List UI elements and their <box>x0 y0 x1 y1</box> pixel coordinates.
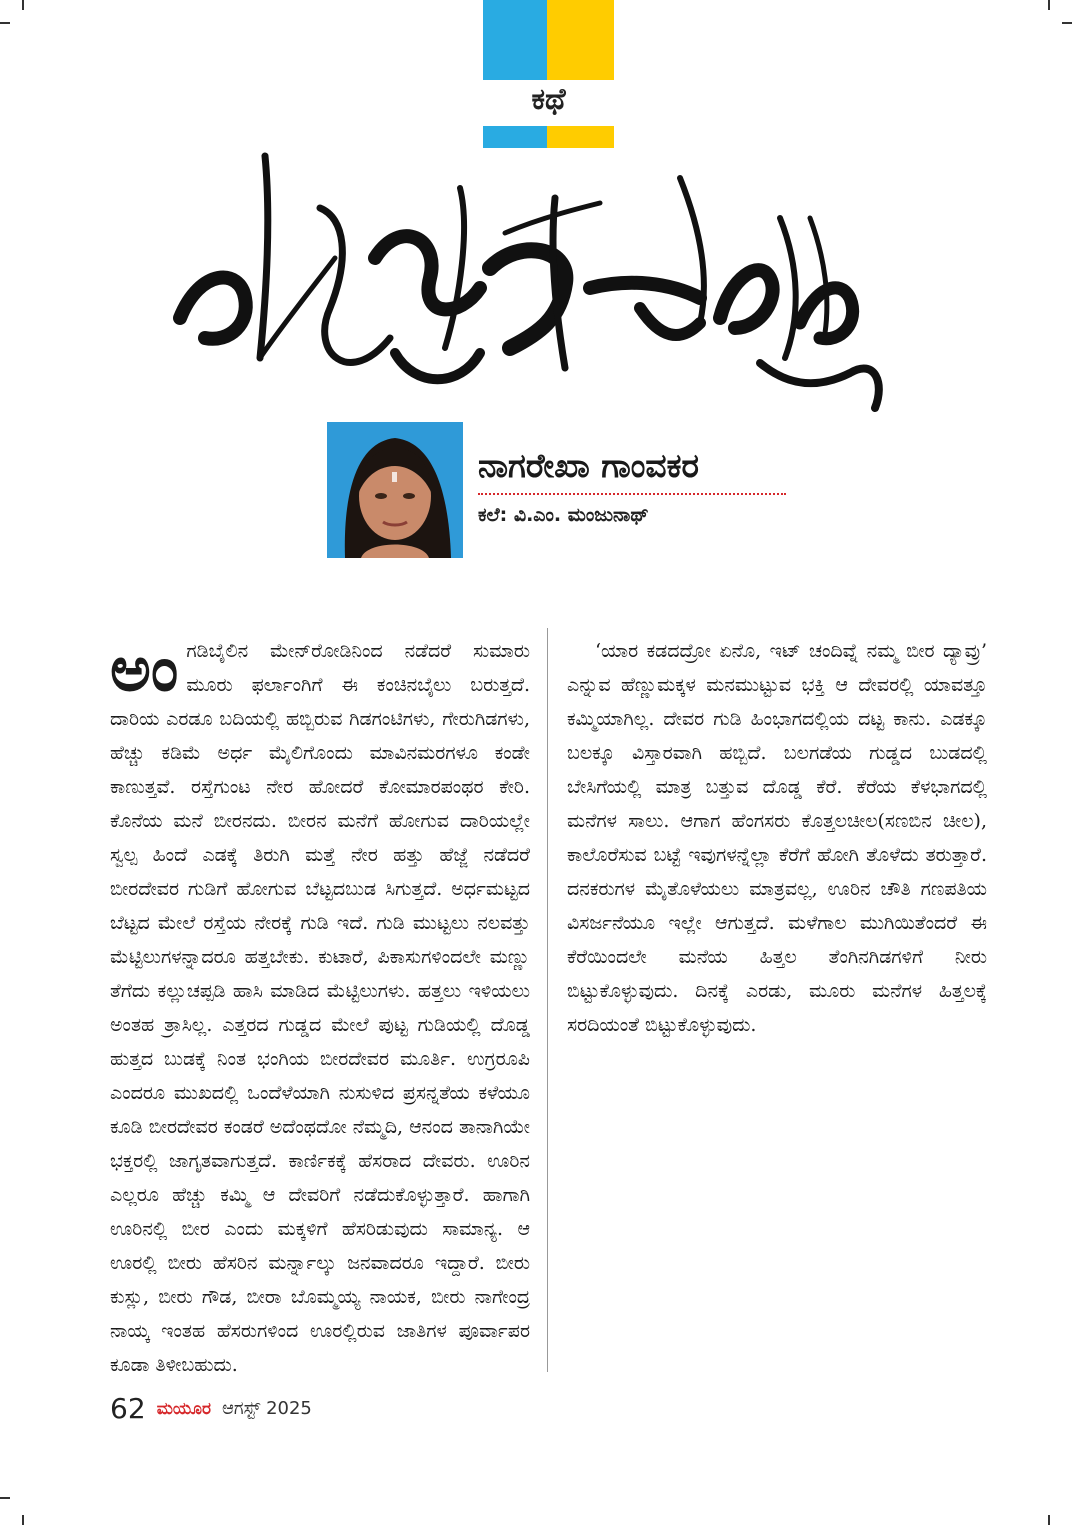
section-color-block <box>483 0 614 80</box>
drop-cap: ಅಂ <box>110 634 179 705</box>
blue-bar <box>483 126 547 148</box>
author-divider <box>478 493 786 495</box>
article-column-right <box>567 634 987 1376</box>
yellow-bar <box>547 126 614 148</box>
author-portrait-image <box>327 422 463 558</box>
issue-date: ಆಗಸ್ಟ್ 2025 <box>222 1398 312 1419</box>
crop-mark <box>1048 0 1050 10</box>
blue-block <box>483 0 547 80</box>
page-footer <box>110 1392 312 1425</box>
article-column-left <box>110 634 530 1376</box>
author-name: ನಾಗರೇಖಾ ಗಾಂವಕರ <box>478 446 699 485</box>
art-credit: ಕಲೆ: ವಿ.ಎಂ. ಮಂಜುನಾಥ್ <box>478 504 649 526</box>
page-number: 62 <box>110 1392 146 1425</box>
crop-mark <box>22 0 24 10</box>
story-title <box>160 148 900 423</box>
crop-mark <box>0 1497 10 1499</box>
yellow-block <box>547 0 614 80</box>
article-paragraph-2: ‘ಯಾರ ಕಡದದ್ರೋ ಏನೊ, ಇಟ್ ಚಂದಿವ್ನೆ ನಮ್ಮ ಬೀರ ದ್ಯಾವ್ರು’ ಎನ್ನುವ ಹೆಣ್ಣುಮಕ್ಕಳ ಮನಮುಟ್ಟುವ ಭಕ್ತಿ ಆ ದೇವರಲ್ಲಿ ಯಾವತ್ತೂ ಕಮ್ಮಿಯಾಗಿಲ್ಲ. ದೇವರ ಗುಡಿ ಹಿಂಭಾಗದಲ್ಲಿಯ ದಟ್ಟ ಕಾನು. ಎಡಕ್ಕೂ ಬಲಕ್ಕೂ ವಿಸ್ತಾರವಾಗಿ ಹಬ್ಬಿದೆ. ಬಲಗಡೆಯ ಗುಡ್ಡದ ಬುಡದಲ್ಲಿ ಬೇಸಿಗೆಯಲ್ಲಿ ಮಾತ್ರ ಬತ್ತುವ ದೊಡ್ಡ ಕೆರೆ. ಕೆರೆಯ ಕೆಳಭಾಗದಲ್ಲಿ ಮನೆಗಳ ಸಾಲು. ಆಗಾಗ ಹೆಂಗಸರು ಕೊತ್ತಲಚೀಲ(ಸಣಬಿನ ಚೀಲ), ಕಾಲೊರೆಸುವ ಬಟ್ಟೆ ಇವುಗಳನ್ನೆಲ್ಲಾ ಕೆರೆಗೆ ಹೋಗಿ ತೊಳೆದು ತರುತ್ತಾರೆ. ದನಕರುಗಳ ಮೈತೊಳೆಯಲು ಮಾತ್ರವಲ್ಲ, ಊರಿನ ಚೌತಿ ಗಣಪತಿಯ ವಿಸರ್ಜನೆಯೂ ಇಲ್ಲೇ ಆಗುತ್ತದೆ. ಮಳೆಗಾಲ ಮುಗಿಯಿತೆಂದರೆ ಈ ಕೆರೆಯಿಂದಲೇ ಮನೆಯ ಹಿತ್ತಲ ತೆಂಗಿನಗಿಡಗಳಿಗೆ ನೀರು ಬಿಟ್ಟುಕೊಳ್ಳುವುದು. ದಿನಕ್ಕೆ ಎರಡು, ಮೂರು ಮನೆಗಳ ಹಿತ್ತಲಕ್ಕೆ ಸರದಿಯಂತೆ ಬಿಟ್ಟುಕೊಳ್ಳುವುದು. <box>567 640 987 1036</box>
article-paragraph-1: ಗಡಿಬೈಲಿನ ಮೇನ್‌ರೋಡಿನಿಂದ ನಡೆದರೆ ಸುಮಾರು ಮೂರು ಫರ್ಲಾಂಗಿಗೆ ಈ ಕಂಚಿನಬೈಲು ಬರುತ್ತದೆ. ದಾರಿಯ ಎರಡೂ ಬದಿಯಲ್ಲಿ ಹಬ್ಬಿರುವ ಗಿಡಗಂಟಿಗಳು, ಗೇರುಗಿಡಗಳು, ಹೆಚ್ಚು ಕಡಿಮೆ ಅರ್ಧ ಮೈಲಿಗೊಂದು ಮಾವಿನಮರಗಳೂ ಕಂಡೇ ಕಾಣುತ್ತವೆ. ರಸ್ತೆಗುಂಟ ನೇರ ಹೋದರೆ ಕೋಮಾರಪಂಥರ ಕೇರಿ. ಕೊನೆಯ ಮನೆ ಬೀರನದು. ಬೀರನ ಮನೆಗೆ ಹೋಗುವ ದಾರಿಯಲ್ಲೇ ಸ್ವಲ್ಪ ಹಿಂದೆ ಎಡಕ್ಕೆ ತಿರುಗಿ ಮತ್ತೆ ನೇರ ಹತ್ತು ಹೆಜ್ಜೆ ನಡೆದರೆ ಬೀರದೇವರ ಗುಡಿಗೆ ಹೋಗುವ ಬೆಟ್ಟದಬುಡ ಸಿಗುತ್ತದೆ. ಅರ್ಧಮಟ್ಟದ ಬೆಟ್ಟದ ಮೇಲೆ ರಸ್ತೆಯ ನೇರಕ್ಕೆ ಗುಡಿ ಇದೆ. ಗುಡಿ ಮುಟ್ಟಲು ನಲವತ್ತು ಮೆಟ್ಟಿಲುಗಳನ್ನಾದರೂ ಹತ್ತಬೇಕು. ಕುಟಾರೆ, ಪಿಕಾಸುಗಳಿಂದಲೇ ಮಣ್ಣು ತೆಗೆದು ಕಲ್ಲುಚಪ್ಪಡಿ ಹಾಸಿ ಮಾಡಿದ ಮೆಟ್ಟಿಲುಗಳು. ಹತ್ತಲು ಇಳಿಯಲು ಅಂತಹ ತ್ರಾಸಿಲ್ಲ. ಎತ್ತರದ ಗುಡ್ಡದ ಮೇಲೆ ಪುಟ್ಟ ಗುಡಿಯಲ್ಲಿ ದೊಡ್ಡ ಹುತ್ತದ ಬುಡಕ್ಕೆ ನಿಂತ ಭಂಗಿಯ ಬೀರದೇವರ ಮೂರ್ತಿ. ಉಗ್ರರೂಪಿ ಎಂದರೂ ಮುಖದಲ್ಲಿ ಒಂದೆಳೆಯಾಗಿ ನುಸುಳಿದ ಪ್ರಸನ್ನತೆಯ ಕಳೆಯೂ ಕೂಡಿ ಬೀರದೇವರ ಕಂಡರೆ ಅದೆಂಥದೋ ನೆಮ್ಮದಿ, ಆನಂದ ತಾನಾಗಿಯೇ ಭಕ್ತರಲ್ಲಿ ಜಾಗೃತವಾಗುತ್ತದೆ. ಕಾರ್ಣಿಕಕ್ಕೆ ಹೆಸರಾದ ದೇವರು. ಊರಿನ ಎಲ್ಲರೂ ಹೆಚ್ಚು ಕಮ್ಮಿ ಆ ದೇವರಿಗೆ ನಡೆದುಕೊಳ್ಳುತ್ತಾರೆ. ಹಾಗಾಗಿ ಊರಿನಲ್ಲಿ ಬೀರ ಎಂದು ಮಕ್ಕಳಿಗೆ ಹೆಸರಿಡುವುದು ಸಾಮಾನ್ಯ. ಆ ಊರಲ್ಲಿ ಬೀರು ಹೆಸರಿನ ಮರ್ನ್ನಾಲ್ಕು ಜನವಾದರೂ ಇದ್ದಾರೆ. ಬೀರು ಕುಸ್ಲು, ಬೀರು ಗೌಡ, ಬೀರಾ ಬೊಮ್ಮಯ್ಯ ನಾಯಕ, ಬೀರು ನಾಗೇಂದ್ರ ನಾಯ್ಕ ಇಂತಹ ಹೆಸರುಗಳಿಂದ ಊರಲ್ಲಿರುವ ಜಾತಿಗಳ ಪೂರ್ವಾಪರ ಕೂಡಾ ತಿಳೀಬಹುದು. <box>110 640 530 1376</box>
crop-mark <box>1048 1515 1050 1525</box>
author-photo <box>327 422 463 558</box>
crop-mark <box>1062 22 1072 24</box>
magazine-name: ಮಯೂರ <box>156 1398 211 1419</box>
crop-mark <box>22 1515 24 1525</box>
column-divider <box>547 628 548 1372</box>
crop-mark <box>0 22 10 24</box>
calligraphy-title-art <box>160 148 900 423</box>
section-label: ಕಥೆ <box>531 82 566 117</box>
section-color-bar <box>483 126 614 148</box>
